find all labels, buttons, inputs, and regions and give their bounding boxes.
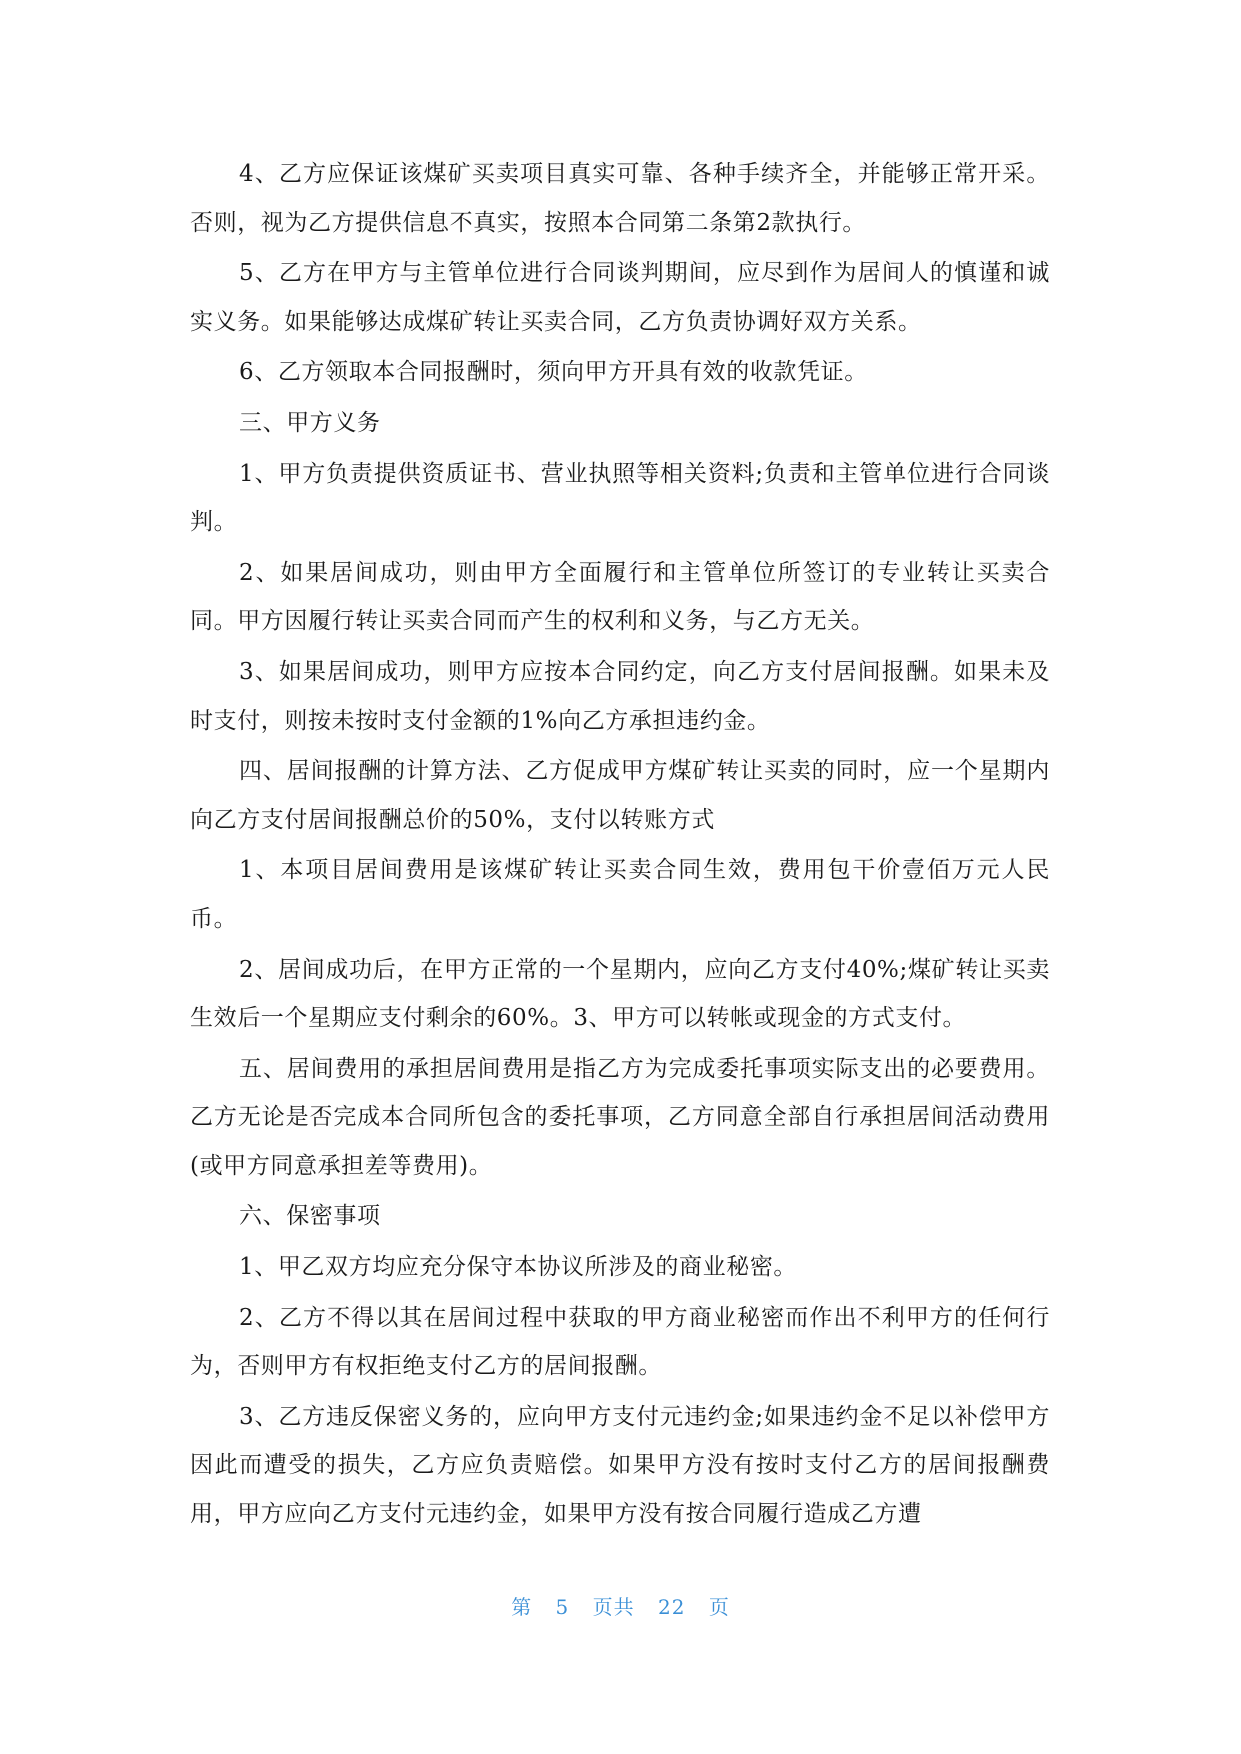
section-heading: 三、甲方义务 xyxy=(239,409,381,436)
paragraph: 3、乙方违反保密义务的，应向甲方支付元违约金;如果违约金不足以补偿甲方因此而遭受的损失，乙方应负责赔偿。如果甲方没有按时支付乙方的居间报酬费用，甲方应向乙方支付元违约金，如果甲方没有按合同履行造成乙方遭 xyxy=(190,1403,1050,1528)
paragraph: 2、居间成功后，在甲方正常的一个星期内，应向乙方支付40%;煤矿转让买卖生效后一个星期应支付剩余的60%。3、甲方可以转帐或现金的方式支付。 xyxy=(190,956,1050,1032)
footer-total-pages: 22 xyxy=(658,1595,686,1619)
paragraph: 3、如果居间成功，则甲方应按本合同约定，向乙方支付居间报酬。如果未及时支付，则按未按时支付金额的1%向乙方承担违约金。 xyxy=(190,658,1050,734)
paragraph: 2、乙方不得以其在居间过程中获取的甲方商业秘密而作出不利甲方的任何行为，否则甲方有权拒绝支付乙方的居间报酬。 xyxy=(190,1304,1050,1380)
footer-prefix: 第 xyxy=(511,1595,533,1619)
paragraph: 4、乙方应保证该煤矿买卖项目真实可靠、各种手续齐全，并能够正常开采。否则，视为乙方提供信息不真实，按照本合同第二条第2款执行。 xyxy=(190,161,1050,236)
paragraph: 1、本项目居间费用是该煤矿转让买卖合同生效，费用包干价壹佰万元人民币。 xyxy=(190,857,1050,932)
paragraph: 2、如果居间成功，则由甲方全面履行和主管单位所签订的专业转让买卖合同。甲方因履行转让买卖合同而产生的权利和义务，与乙方无关。 xyxy=(190,559,1050,635)
footer-middle: 页共 xyxy=(592,1595,635,1619)
page-footer xyxy=(0,1591,1241,1620)
paragraph: 6、乙方领取本合同报酬时，须向甲方开具有效的收款凭证。 xyxy=(239,359,868,386)
section-heading: 五、居间费用的承担居间费用是指乙方为完成委托事项实际支出的必要费用。乙方无论是否完成本合同所包含的委托事项，乙方同意全部自行承担居间活动费用(或甲方同意承担差等费用)。 xyxy=(190,1055,1050,1179)
document-body xyxy=(190,150,1050,1541)
footer-suffix: 页 xyxy=(708,1595,730,1619)
section-heading: 六、保密事项 xyxy=(239,1203,381,1230)
paragraph: 1、甲乙双方均应充分保守本协议所涉及的商业秘密。 xyxy=(239,1254,798,1281)
paragraph: 5、乙方在甲方与主管单位进行合同谈判期间，应尽到作为居间人的慎谨和诚实义务。如果能够达成煤矿转让买卖合同，乙方负责协调好双方关系。 xyxy=(190,260,1050,335)
paragraph: 1、甲方负责提供资质证书、营业执照等相关资料;负责和主管单位进行合同谈判。 xyxy=(190,460,1050,536)
footer-page-number: 5 xyxy=(555,1595,570,1619)
section-heading: 四、居间报酬的计算方法、乙方促成甲方煤矿转让买卖的同时，应一个星期内向乙方支付居间报酬总价的50%，支付以转账方式 xyxy=(190,758,1050,833)
